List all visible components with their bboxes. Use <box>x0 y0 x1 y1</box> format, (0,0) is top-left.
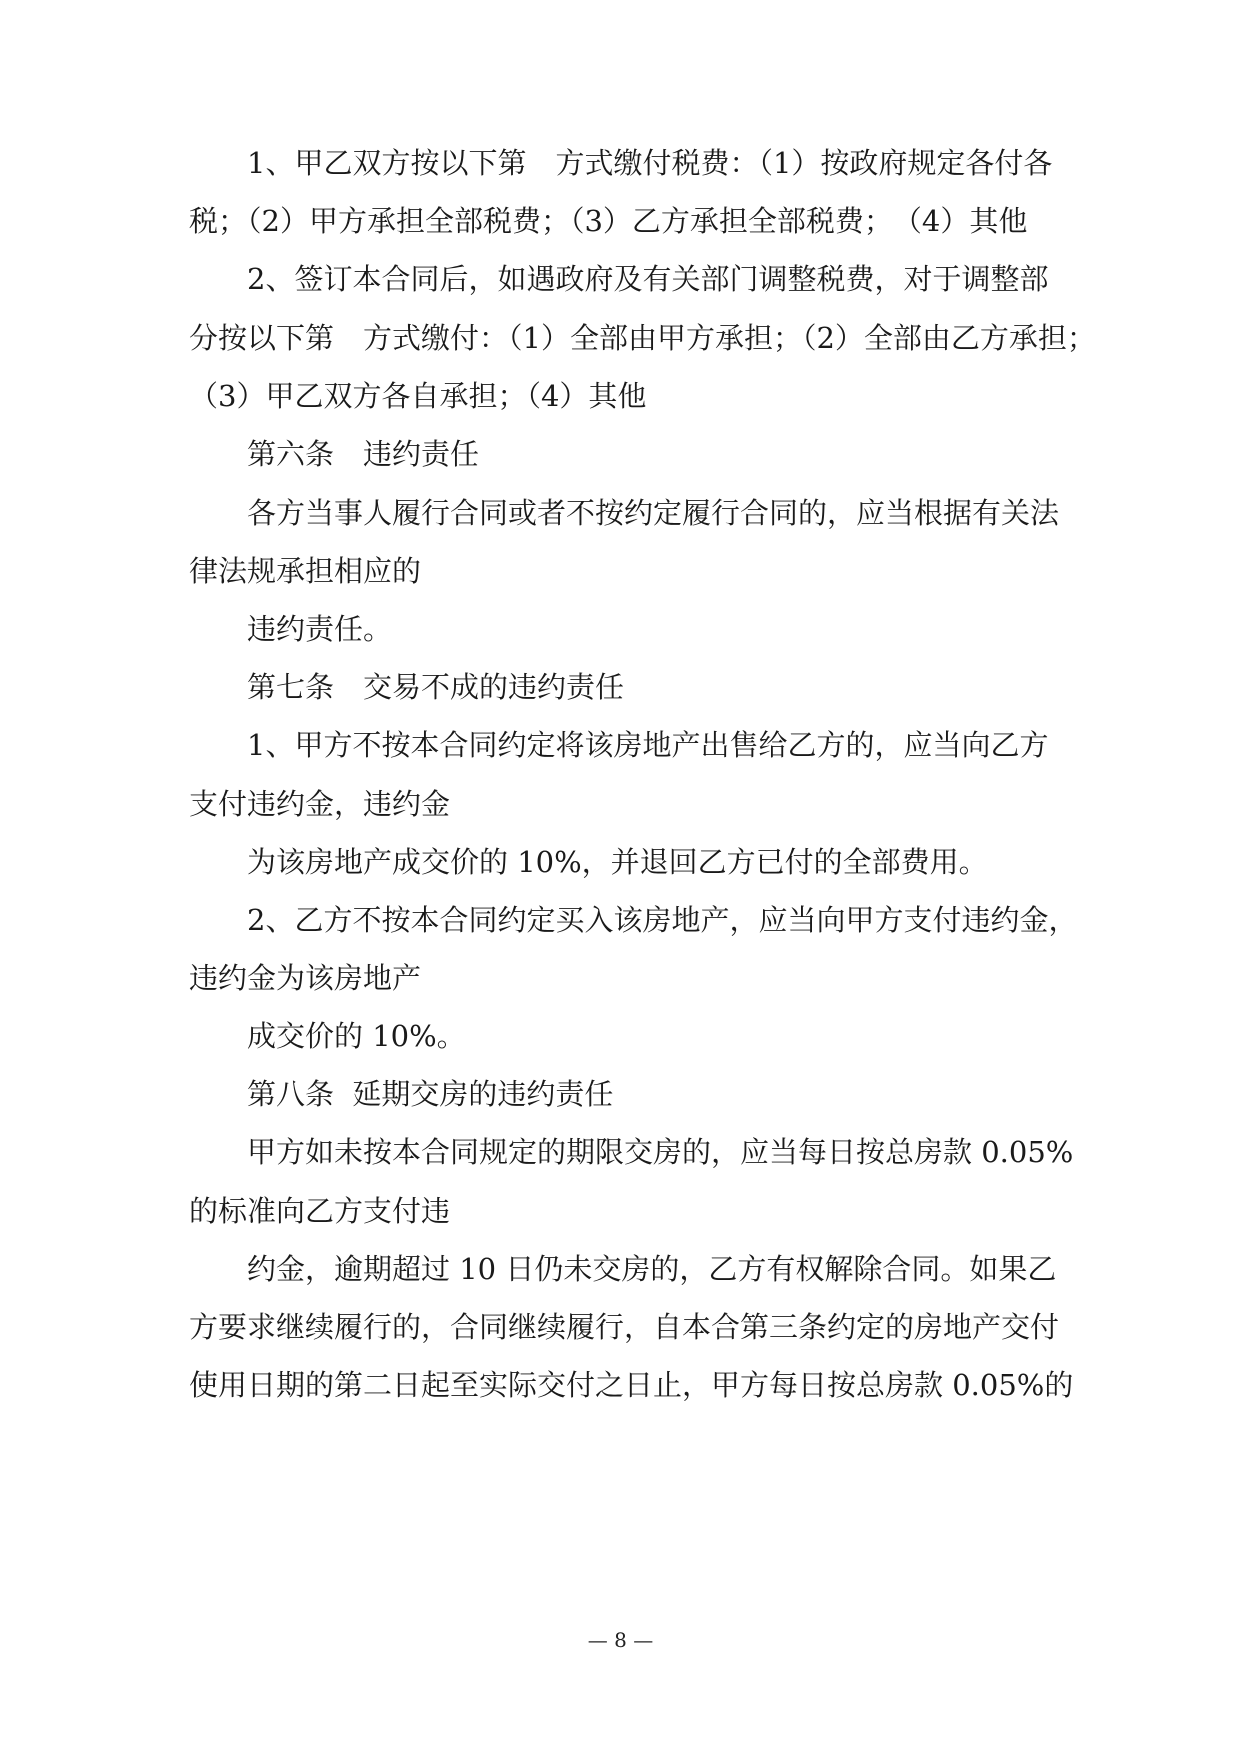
paragraph-line: 2、签订本合同后，如遇政府及有关部门调整税费，对于调整部 <box>247 262 1049 296</box>
paragraph-line: 的标准向乙方支付违 <box>189 1194 451 1228</box>
paragraph-line: 2、乙方不按本合同约定买入该房地产，应当向甲方支付违约金， <box>247 903 1078 937</box>
paragraph-line: 成交价的 10%。 <box>247 1019 466 1053</box>
paragraph-line: （3）甲乙双方各自承担；（4）其他 <box>189 379 647 413</box>
section-heading: 第八条 延期交房的违约责任 <box>247 1077 614 1111</box>
page-number: — 8 — <box>587 1628 654 1652</box>
paragraph-line: 甲方如未按本合同规定的期限交房的，应当每日按总房款 0.05% <box>247 1135 1074 1169</box>
paragraph-line: 各方当事人履行合同或者不按约定履行合同的，应当根据有关法 <box>247 496 1060 530</box>
paragraph-line: 使用日期的第二日起至实际交付之日止，甲方每日按总房款 0.05%的 <box>189 1368 1074 1402</box>
paragraph-line: 税；（2）甲方承担全部税费；（3）乙方承担全部税费； （4）其他 <box>189 204 1028 238</box>
paragraph-line: 违约金为该房地产 <box>189 961 422 995</box>
section-heading: 第七条 交易不成的违约责任 <box>247 670 625 704</box>
section-heading: 第六条 违约责任 <box>247 437 480 471</box>
paragraph-line: 律法规承担相应的 <box>189 554 422 588</box>
paragraph-line: 支付违约金，违约金 <box>189 787 451 821</box>
paragraph-line: 1、甲乙双方按以下第 方式缴付税费：（1）按政府规定各付各 <box>247 146 1053 180</box>
paragraph-line: 违约责任。 <box>247 612 393 646</box>
paragraph-line: 为该房地产成交价的 10%，并退回乙方已付的全部费用。 <box>247 845 988 879</box>
paragraph-line: 1、甲方不按本合同约定将该房地产出售给乙方的，应当向乙方 <box>247 728 1049 762</box>
paragraph-line: 约金，逾期超过 10 日仍未交房的，乙方有权解除合同。如果乙 <box>247 1252 1057 1286</box>
paragraph-line: 分按以下第 方式缴付：（1）全部由甲方承担；（2）全部由乙方承担； <box>189 321 1096 355</box>
paragraph-line: 方要求继续履行的，合同继续履行，自本合第三条约定的房地产交付 <box>189 1310 1060 1344</box>
